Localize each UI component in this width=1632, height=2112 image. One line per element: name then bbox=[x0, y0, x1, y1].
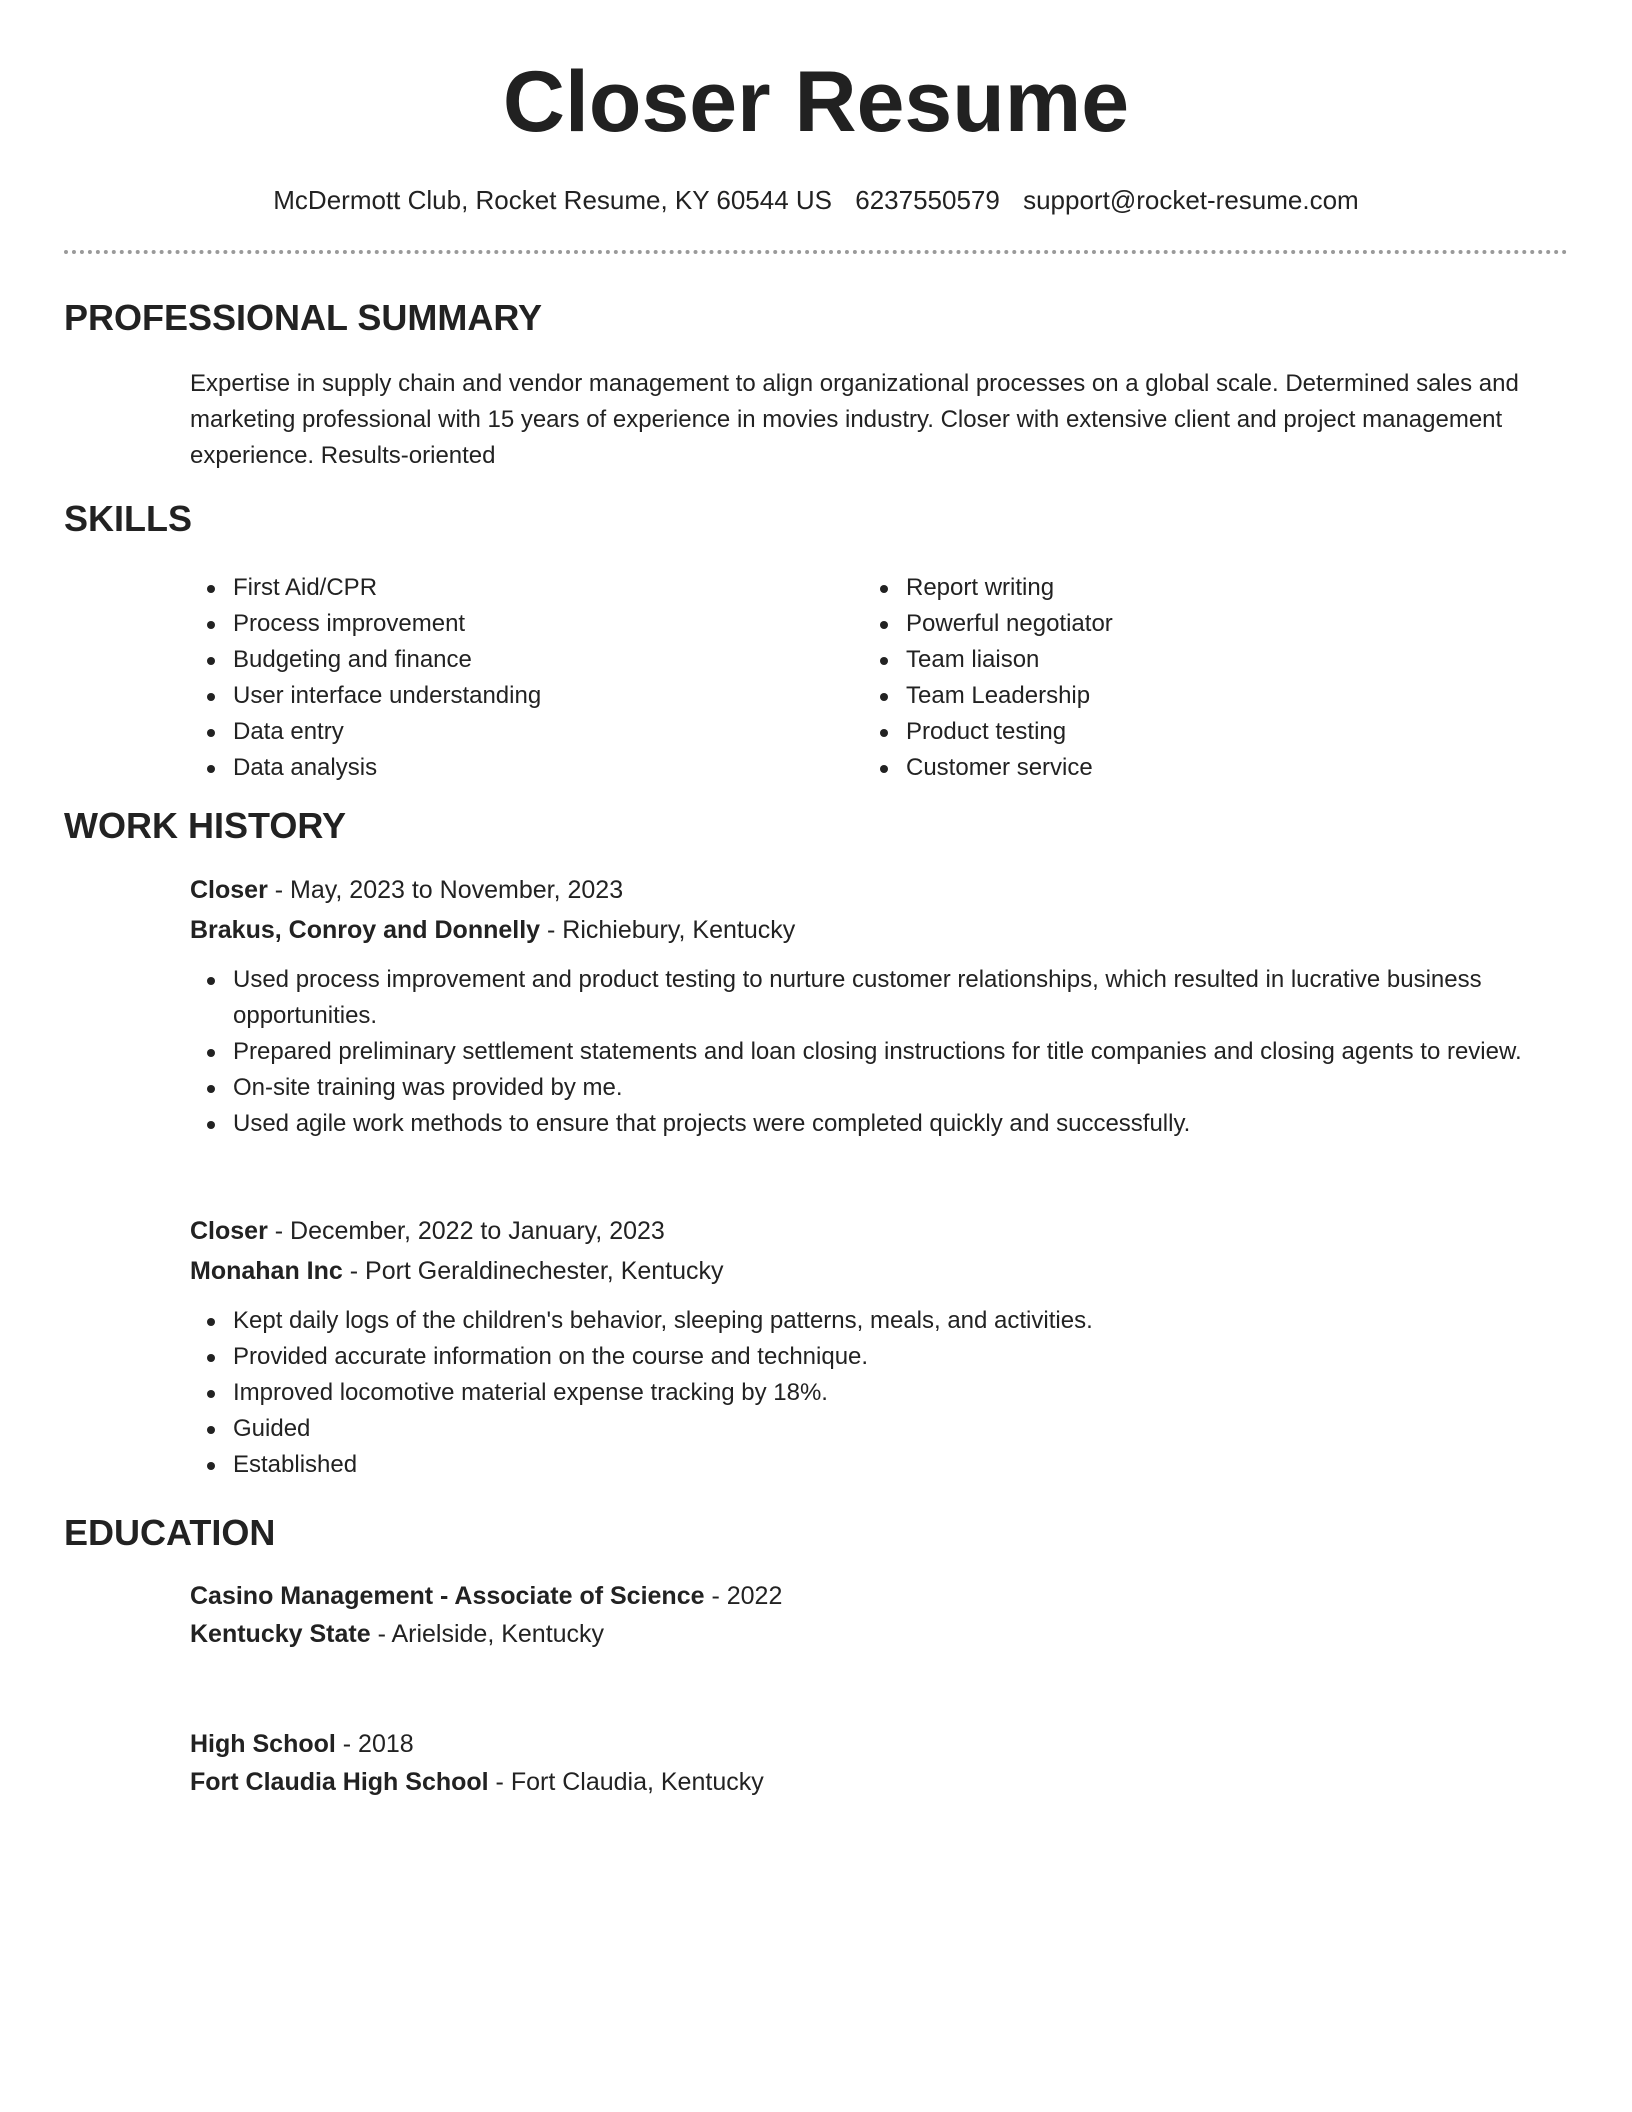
job-entry bbox=[190, 1211, 1570, 1483]
education-year: - 2018 bbox=[335, 1730, 414, 1758]
education-school: Fort Claudia High School bbox=[190, 1768, 489, 1796]
education-school-line bbox=[190, 1615, 1570, 1653]
summary-text: Expertise in supply chain and vendor management to align organizational processes on a global scale. Determined sales and marketing professional with 15 years of experience in movies industry. Closer with extensive client and project management experience. Results-oriented bbox=[190, 370, 1519, 469]
skill-item: Process improvement bbox=[190, 606, 830, 642]
job-bullet: Used process improvement and product testing to nurture customer relationships, which resulted in lucrative business opportunities. bbox=[190, 962, 1570, 1034]
skill-item: Product testing bbox=[863, 714, 1503, 750]
skill-item: User interface understanding bbox=[190, 678, 830, 714]
skills-list-right bbox=[863, 570, 1503, 786]
education-degree: High School bbox=[190, 1730, 336, 1758]
job-bullet: Prepared preliminary settlement statements and loan closing instructions for title companies and closing agents to review. bbox=[190, 1034, 1570, 1070]
job-role: Closer bbox=[190, 876, 268, 904]
skill-item: Report writing bbox=[863, 570, 1503, 606]
skill-item: Data entry bbox=[190, 714, 830, 750]
skill-item: Budgeting and finance bbox=[190, 642, 830, 678]
summary-heading: PROFESSIONAL SUMMARY bbox=[64, 297, 543, 338]
education-entry bbox=[190, 1725, 1570, 1801]
work-heading: WORK HISTORY bbox=[64, 805, 347, 846]
job-dates: - December, 2022 to January, 2023 bbox=[267, 1217, 665, 1245]
education-school: Kentucky State bbox=[190, 1620, 371, 1648]
skill-item: Powerful negotiator bbox=[863, 606, 1503, 642]
resume-name: Closer Resume bbox=[502, 54, 1130, 150]
skill-item: Team Leadership bbox=[863, 678, 1503, 714]
contact-phone: 6237550579 bbox=[855, 185, 1000, 215]
skill-item: Customer service bbox=[863, 750, 1503, 786]
job-location: - Richiebury, Kentucky bbox=[540, 916, 796, 944]
skill-item: Team liaison bbox=[863, 642, 1503, 678]
job-entry bbox=[190, 870, 1570, 1142]
job-title-line bbox=[190, 1211, 1570, 1251]
education-school-line bbox=[190, 1763, 1570, 1801]
header-divider bbox=[64, 250, 1568, 254]
job-company: Monahan Inc bbox=[190, 1257, 343, 1285]
education-location: - Arielside, Kentucky bbox=[370, 1620, 605, 1648]
job-bullet: Improved locomotive material expense tracking by 18%. bbox=[190, 1375, 1570, 1411]
job-title-line bbox=[190, 870, 1570, 910]
job-bullet: Guided bbox=[190, 1411, 1570, 1447]
education-entry bbox=[190, 1577, 1570, 1653]
job-dates: - May, 2023 to November, 2023 bbox=[267, 876, 624, 904]
skill-item: Data analysis bbox=[190, 750, 830, 786]
job-role: Closer bbox=[190, 1217, 268, 1245]
job-bullet: Provided accurate information on the course and technique. bbox=[190, 1339, 1570, 1375]
education-location: - Fort Claudia, Kentucky bbox=[488, 1768, 764, 1796]
education-degree-line bbox=[190, 1725, 1570, 1763]
skill-item: First Aid/CPR bbox=[190, 570, 830, 606]
contact-email: support@rocket-resume.com bbox=[1023, 185, 1359, 215]
skills-list-left bbox=[190, 570, 830, 786]
job-bullet: Established bbox=[190, 1447, 1570, 1483]
job-bullet: Used agile work methods to ensure that projects were completed quickly and successfully. bbox=[190, 1106, 1570, 1142]
job-company-line bbox=[190, 910, 1570, 950]
job-company: Brakus, Conroy and Donnelly bbox=[190, 916, 541, 944]
contact-line bbox=[0, 182, 1632, 218]
job-bullet: Kept daily logs of the children's behavior, sleeping patterns, meals, and activities. bbox=[190, 1303, 1570, 1339]
contact-address: McDermott Club, Rocket Resume, KY 60544 US bbox=[273, 185, 833, 215]
skills-heading: SKILLS bbox=[64, 498, 193, 539]
education-degree-line bbox=[190, 1577, 1570, 1615]
job-bullets bbox=[190, 962, 1570, 1142]
education-degree: Casino Management - Associate of Science bbox=[190, 1582, 705, 1610]
job-company-line bbox=[190, 1251, 1570, 1291]
education-year: - 2022 bbox=[704, 1582, 783, 1610]
education-heading: EDUCATION bbox=[64, 1512, 276, 1553]
job-location: - Port Geraldinechester, Kentucky bbox=[342, 1257, 724, 1285]
job-bullets bbox=[190, 1303, 1570, 1483]
job-bullet: On-site training was provided by me. bbox=[190, 1070, 1570, 1106]
